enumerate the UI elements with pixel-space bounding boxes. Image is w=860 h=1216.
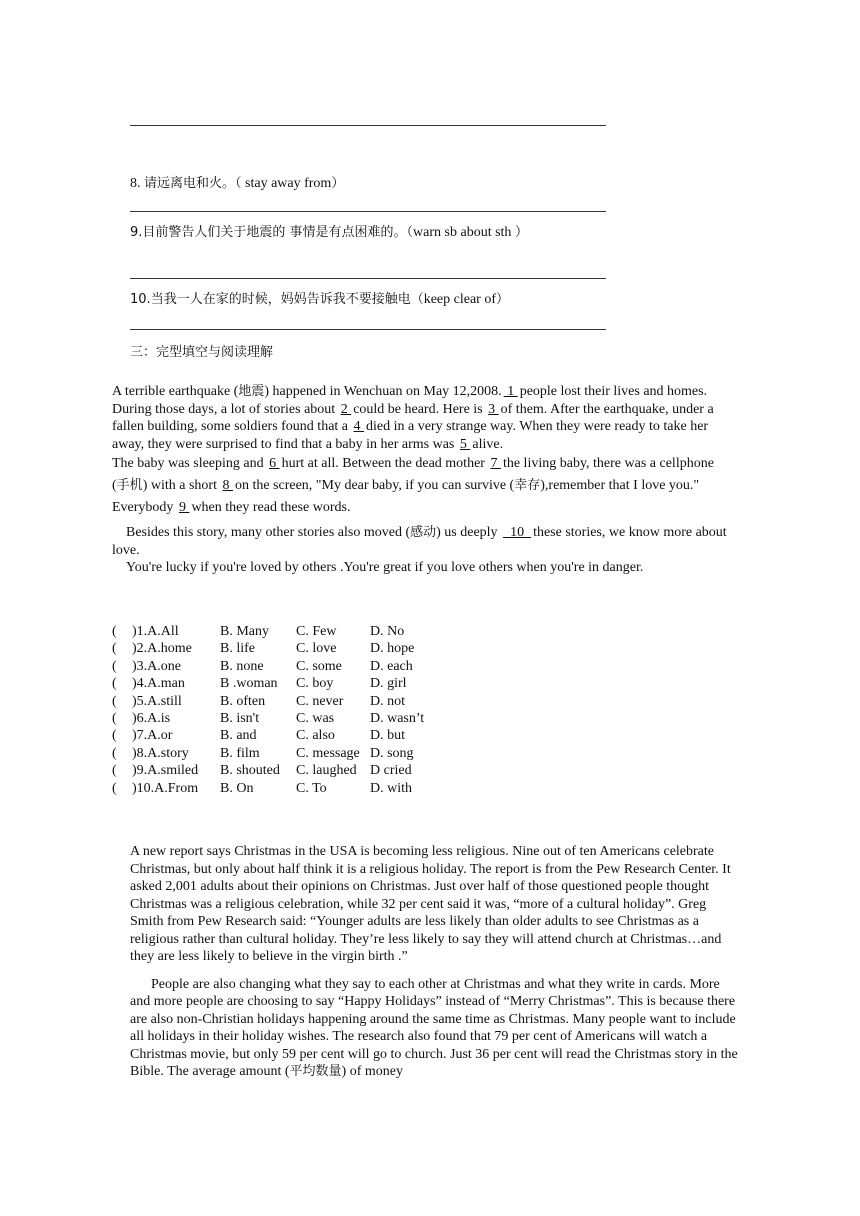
- option-a[interactable]: )2.A.home: [132, 641, 192, 657]
- option-c[interactable]: C. Few: [296, 624, 337, 639]
- question-text: 目前警告人们关于地震的 事情是有点困难的。（: [142, 225, 414, 240]
- cloze-paragraph-2: The baby was sleeping and 6 hurt at all. Between the dead mother 7 the living baby, there was a cellphone (手机) with a short 8 on the screen, "My dear baby, if you can survive (幸存),remember that I love you." Everybody 9 when they read these words.: [112, 456, 714, 515]
- option-row: [112, 762, 440, 779]
- option-b[interactable]: B. shouted: [220, 763, 280, 779]
- option-row: [112, 780, 440, 797]
- option-row: [112, 675, 440, 692]
- option-b[interactable]: B. and: [220, 728, 257, 744]
- option-row: [112, 727, 440, 744]
- phrase-hint: keep clear of: [423, 292, 496, 307]
- question-8: 8. 请远离电和火。（ stay away from）: [130, 176, 345, 191]
- answer-line[interactable]: [130, 278, 606, 279]
- section-title: 三：完型填空与阅读理解: [130, 345, 274, 360]
- cloze-paragraph-3: Besides this story, many other stories also moved (感动) us deeply 10 these stories, we know more about love.: [112, 525, 731, 558]
- option-a[interactable]: )6.A.is: [132, 711, 171, 727]
- option-c[interactable]: C. boy: [296, 676, 334, 692]
- options-table: [112, 623, 440, 797]
- answer-paren[interactable]: (: [112, 780, 117, 796]
- option-d[interactable]: D. wasn’t: [370, 711, 425, 727]
- reading-passage: [130, 843, 742, 1081]
- question-text: 当我一人在家的时候，妈妈告诉我不要接触电（: [150, 292, 424, 307]
- option-d[interactable]: D. song: [370, 745, 414, 761]
- option-d[interactable]: D. girl: [370, 676, 407, 692]
- option-a[interactable]: )8.A.story: [132, 745, 189, 761]
- option-c[interactable]: C. also: [296, 728, 335, 744]
- answer-paren[interactable]: (: [112, 624, 117, 639]
- option-d[interactable]: D cried: [370, 763, 412, 779]
- option-c[interactable]: C. laughed: [296, 763, 357, 779]
- option-b[interactable]: B. film: [220, 745, 260, 761]
- answer-paren[interactable]: (: [112, 728, 117, 744]
- option-c[interactable]: C. was: [296, 711, 335, 727]
- answer-paren[interactable]: (: [112, 693, 117, 709]
- blank-2[interactable]: 2: [340, 401, 352, 417]
- option-row: [112, 640, 440, 657]
- option-d[interactable]: D. not: [370, 693, 405, 709]
- blank-9[interactable]: 9: [178, 500, 190, 515]
- option-b[interactable]: B. often: [220, 693, 266, 709]
- option-c[interactable]: C. never: [296, 693, 344, 709]
- answer-line[interactable]: [130, 125, 606, 126]
- question-number: 8.: [130, 176, 144, 191]
- blank-1[interactable]: 1: [503, 384, 518, 399]
- answer-paren[interactable]: (: [112, 658, 117, 674]
- answer-line[interactable]: [130, 211, 606, 212]
- option-d[interactable]: D. with: [370, 780, 412, 796]
- option-row: [112, 623, 440, 640]
- blank-8[interactable]: 8: [222, 478, 233, 493]
- reading-paragraph-1: A new report says Christmas in the USA is becoming less religious. Nine out of ten Americans celebrate Christmas, but only about half think it is a religious holiday. The report is from the Pew Research Center. It asked 2,001 adults about their opinions on Christmas. Just over half of those questioned people thought Christmas was a religious celebration, while 32 per cent said it was, “more of a cultural holiday”. Greg Smith from Pew Research said: “Younger adults are less likely than older adults to see Christmas as a religious rather than cultural holiday. They’re less likely to say they will attend church at Christmas…and they are less likely to believe in the virgin birth .”: [130, 844, 731, 964]
- option-b[interactable]: B. none: [220, 658, 264, 674]
- cloze-passage: [112, 383, 730, 577]
- answer-paren[interactable]: (: [112, 711, 117, 727]
- phrase-hint: stay away from: [241, 176, 332, 191]
- option-a[interactable]: )4.A.man: [132, 676, 185, 692]
- option-d[interactable]: D. each: [370, 658, 413, 674]
- option-b[interactable]: B. life: [220, 641, 255, 657]
- option-d[interactable]: D. No: [370, 624, 405, 639]
- answer-paren[interactable]: (: [112, 763, 117, 779]
- option-a[interactable]: )3.A.one: [132, 658, 181, 674]
- option-b[interactable]: B .woman: [220, 676, 278, 692]
- option-c[interactable]: C. message: [296, 745, 360, 761]
- option-c[interactable]: C. some: [296, 658, 342, 674]
- option-row: [112, 693, 440, 710]
- option-a[interactable]: )10.A.From: [132, 780, 199, 796]
- option-a[interactable]: )7.A.or: [132, 728, 173, 744]
- question-number: 10.: [130, 292, 151, 307]
- option-b[interactable]: B. Many: [220, 624, 269, 639]
- question-10: 10.当我一人在家的时候，妈妈告诉我不要接触电（keep clear of）: [130, 292, 510, 307]
- blank-4[interactable]: 4: [353, 419, 365, 434]
- answer-paren[interactable]: (: [112, 641, 117, 657]
- option-d[interactable]: D. but: [370, 728, 405, 744]
- answer-paren[interactable]: (: [112, 745, 117, 761]
- cloze-paragraph-1: A terrible earthquake (地震) happened in Wenchuan on May 12,2008. 1 people lost their lives and homes. During those days, a lot of stories about 2 could be heard. Here is 3 of them. After the earthquake, under a fallen building, some soldiers found that a 4 died in a very strange way. When they were ready to take her away, they were surprised to find that a baby in her arms was 5 alive.: [112, 384, 714, 452]
- blank-7[interactable]: 7: [490, 456, 501, 471]
- option-a[interactable]: )1.A.All: [132, 624, 179, 639]
- cloze-paragraph-4: You're lucky if you're loved by others .You're great if you love others when you're in danger.: [112, 560, 644, 575]
- option-b[interactable]: B. isn't: [220, 711, 260, 727]
- blank-10[interactable]: 10: [503, 525, 532, 540]
- answer-paren[interactable]: (: [112, 676, 117, 692]
- phrase-hint: warn sb about sth: [413, 225, 515, 240]
- option-c[interactable]: C. To: [296, 780, 327, 796]
- blank-5[interactable]: 5: [459, 436, 471, 452]
- question-text: 请远离电和火。（: [144, 176, 242, 191]
- blank-3[interactable]: 3: [488, 401, 499, 417]
- option-b[interactable]: B. On: [220, 780, 254, 796]
- option-row: [112, 658, 440, 675]
- answer-line[interactable]: [130, 329, 606, 330]
- reading-paragraph-2: People are also changing what they say to each other at Christmas and what they write in cards. More and more people are choosing to say “Happy Holidays” instead of “Merry Christmas”. This is because there are also non-Christian holidays happening around the same time as Christmas. Many people want to include all holidays in their holiday wishes. The research also found that 79 per cent of Americans will watch a Christmas movie, but only 59 per cent will go to church. Just 36 per cent will read the Christmas story in the Bible. The average amount (平均数量) of money: [130, 976, 742, 1079]
- question-9: 9.目前警告人们关于地震的 事情是有点困难的。（warn sb about sth ）: [130, 225, 528, 240]
- question-number: 9.: [130, 225, 143, 240]
- option-c[interactable]: C. love: [296, 641, 337, 657]
- option-a[interactable]: )9.A.smiled: [132, 763, 199, 779]
- blank-6[interactable]: 6: [269, 456, 280, 471]
- option-row: [112, 710, 440, 727]
- option-d[interactable]: D. hope: [370, 641, 415, 657]
- option-row: [112, 745, 440, 762]
- option-a[interactable]: )5.A.still: [132, 693, 182, 709]
